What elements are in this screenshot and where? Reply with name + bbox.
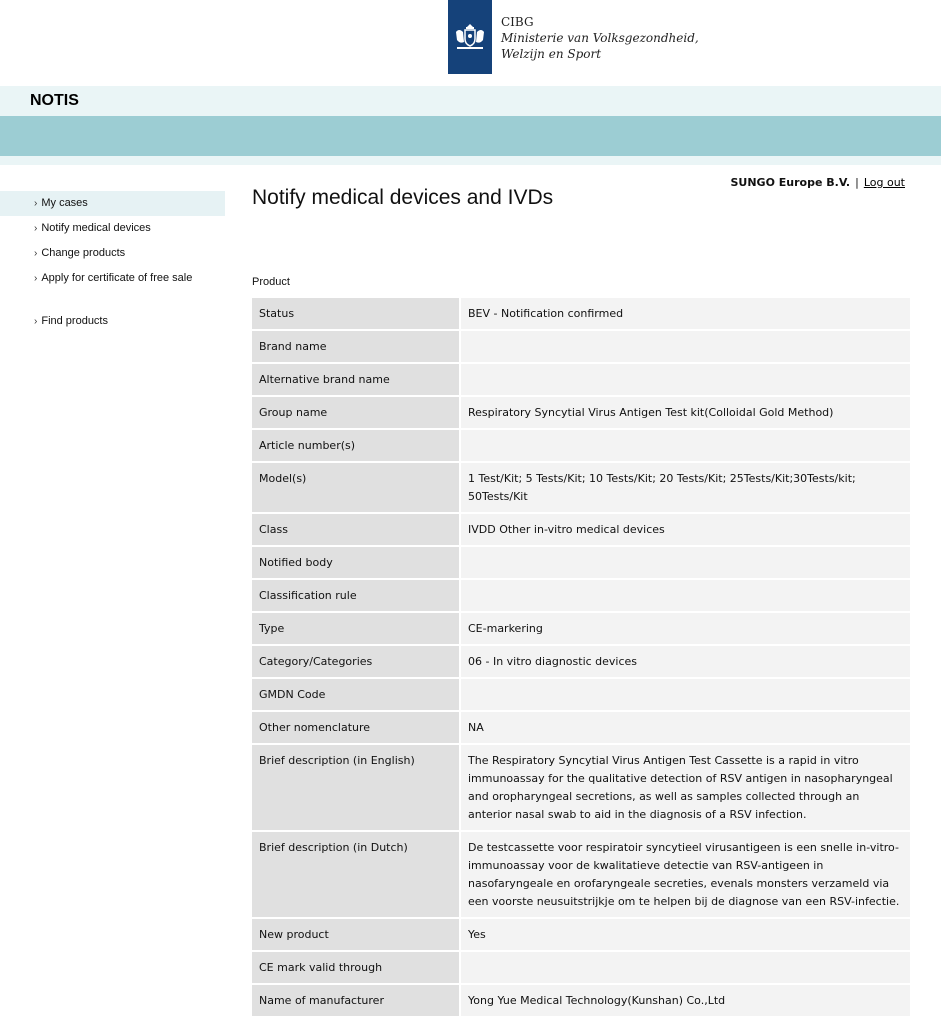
- row-label: Status: [252, 298, 461, 331]
- row-label: Category/Categories: [252, 646, 461, 679]
- coat-of-arms-icon: [448, 0, 492, 74]
- row-value: [461, 547, 910, 580]
- table-row: [252, 679, 910, 712]
- table-row: [252, 430, 910, 463]
- row-label: Name of manufacturer: [252, 985, 461, 1018]
- org-short-name: CIBG: [501, 15, 534, 29]
- row-label: Alternative brand name: [252, 364, 461, 397]
- sidebar-nav: [0, 191, 225, 334]
- row-label: Classification rule: [252, 580, 461, 613]
- row-value: 06 - In vitro diagnostic devices: [461, 646, 910, 679]
- row-value: BEV - Notification confirmed: [461, 298, 910, 331]
- sidebar-item-label: Change products: [41, 247, 126, 259]
- table-row: [252, 613, 910, 646]
- table-row: [252, 364, 910, 397]
- row-value: [461, 952, 910, 985]
- row-label: Model(s): [252, 463, 461, 514]
- accent-band: [0, 116, 941, 156]
- ministry-line-1: Ministerie van Volksgezondheid,: [501, 31, 699, 45]
- table-row: [252, 646, 910, 679]
- logout-link[interactable]: Log out: [863, 176, 905, 189]
- table-row: [252, 919, 910, 952]
- row-value: Yes: [461, 919, 910, 952]
- separator-band: [0, 156, 941, 165]
- table-row: [252, 397, 910, 430]
- row-value: CE-markering: [461, 613, 910, 646]
- row-label: Article number(s): [252, 430, 461, 463]
- sidebar-item-apply-certificate[interactable]: [0, 266, 225, 291]
- app-title: NOTIS: [30, 92, 79, 109]
- row-label: New product: [252, 919, 461, 952]
- product-details-table: [252, 298, 910, 1018]
- sidebar-item-my-cases[interactable]: [0, 191, 225, 216]
- row-value: [461, 364, 910, 397]
- sidebar-item-notify-medical-devices[interactable]: [0, 216, 225, 241]
- row-value: Respiratory Syncytial Virus Antigen Test kit(Colloidal Gold Method): [461, 397, 910, 430]
- table-row: [252, 463, 910, 514]
- chevron-right-icon: ›: [34, 248, 38, 259]
- row-value: NA: [461, 712, 910, 745]
- table-row: [252, 331, 910, 364]
- table-row: [252, 547, 910, 580]
- user-bar-separator: |: [855, 176, 859, 189]
- table-row: [252, 580, 910, 613]
- row-label: Brief description (in English): [252, 745, 461, 832]
- row-label: Other nomenclature: [252, 712, 461, 745]
- app-header-band: [0, 86, 941, 116]
- row-value: 1 Test/Kit; 5 Tests/Kit; 10 Tests/Kit; 20 Tests/Kit; 25Tests/Kit;30Tests/kit; 50Tests/Kit: [461, 463, 910, 514]
- row-value: IVDD Other in-vitro medical devices: [461, 514, 910, 547]
- row-label: Brand name: [252, 331, 461, 364]
- table-row: [252, 298, 910, 331]
- row-value: De testcassette voor respiratoir syncytieel virusantigeen is een snelle in-vitro-immunoassay voor de kwalitatieve detectie van RSV-antigeen in nasofaryngeale en orofaryngeale secreties, evenals monsters verzameld via een voorste neusuitstrijkje om te helpen bij de diagnose van een RSV-infectie.: [461, 832, 910, 919]
- table-row: [252, 985, 910, 1018]
- table-row: [252, 514, 910, 547]
- row-label: Notified body: [252, 547, 461, 580]
- sidebar-item-change-products[interactable]: [0, 241, 225, 266]
- table-row: [252, 952, 910, 985]
- chevron-right-icon: ›: [34, 273, 38, 284]
- page-title: Notify medical devices and IVDs: [252, 186, 554, 209]
- row-value: [461, 430, 910, 463]
- row-label: CE mark valid through: [252, 952, 461, 985]
- row-label: Class: [252, 514, 461, 547]
- ministry-logo: [448, 0, 699, 74]
- sidebar-item-label: Apply for certificate of free sale: [41, 272, 193, 284]
- sidebar-item-find-products[interactable]: [0, 309, 225, 334]
- chevron-right-icon: ›: [34, 316, 38, 327]
- ministry-name: [501, 12, 699, 62]
- chevron-right-icon: ›: [34, 223, 38, 234]
- table-row: [252, 712, 910, 745]
- row-value: [461, 331, 910, 364]
- row-value: [461, 679, 910, 712]
- sidebar-item-label: My cases: [41, 197, 88, 209]
- sidebar-item-label: Notify medical devices: [41, 222, 151, 234]
- table-row: [252, 832, 910, 919]
- row-value: Yong Yue Medical Technology(Kunshan) Co.,Ltd: [461, 985, 910, 1018]
- user-bar: [731, 176, 906, 189]
- row-label: Brief description (in Dutch): [252, 832, 461, 919]
- section-label-product: Product: [252, 276, 290, 288]
- table-row: [252, 745, 910, 832]
- row-label: Type: [252, 613, 461, 646]
- nav-spacer: [0, 291, 225, 309]
- company-name: SUNGO Europe B.V.: [730, 176, 851, 189]
- ministry-line-2: Welzijn en Sport: [501, 47, 602, 61]
- sidebar-item-label: Find products: [41, 315, 108, 327]
- row-label: Group name: [252, 397, 461, 430]
- chevron-right-icon: ›: [34, 198, 38, 209]
- row-value: [461, 580, 910, 613]
- row-label: GMDN Code: [252, 679, 461, 712]
- row-value: The Respiratory Syncytial Virus Antigen Test Cassette is a rapid in vitro immunoassay for the qualitative detection of RSV antigen in nasopharyngeal and oropharyngeal secretions, as well as samples collected through an anterior nasal swab to aid in the diagnosis of a RSV infection.: [461, 745, 910, 832]
